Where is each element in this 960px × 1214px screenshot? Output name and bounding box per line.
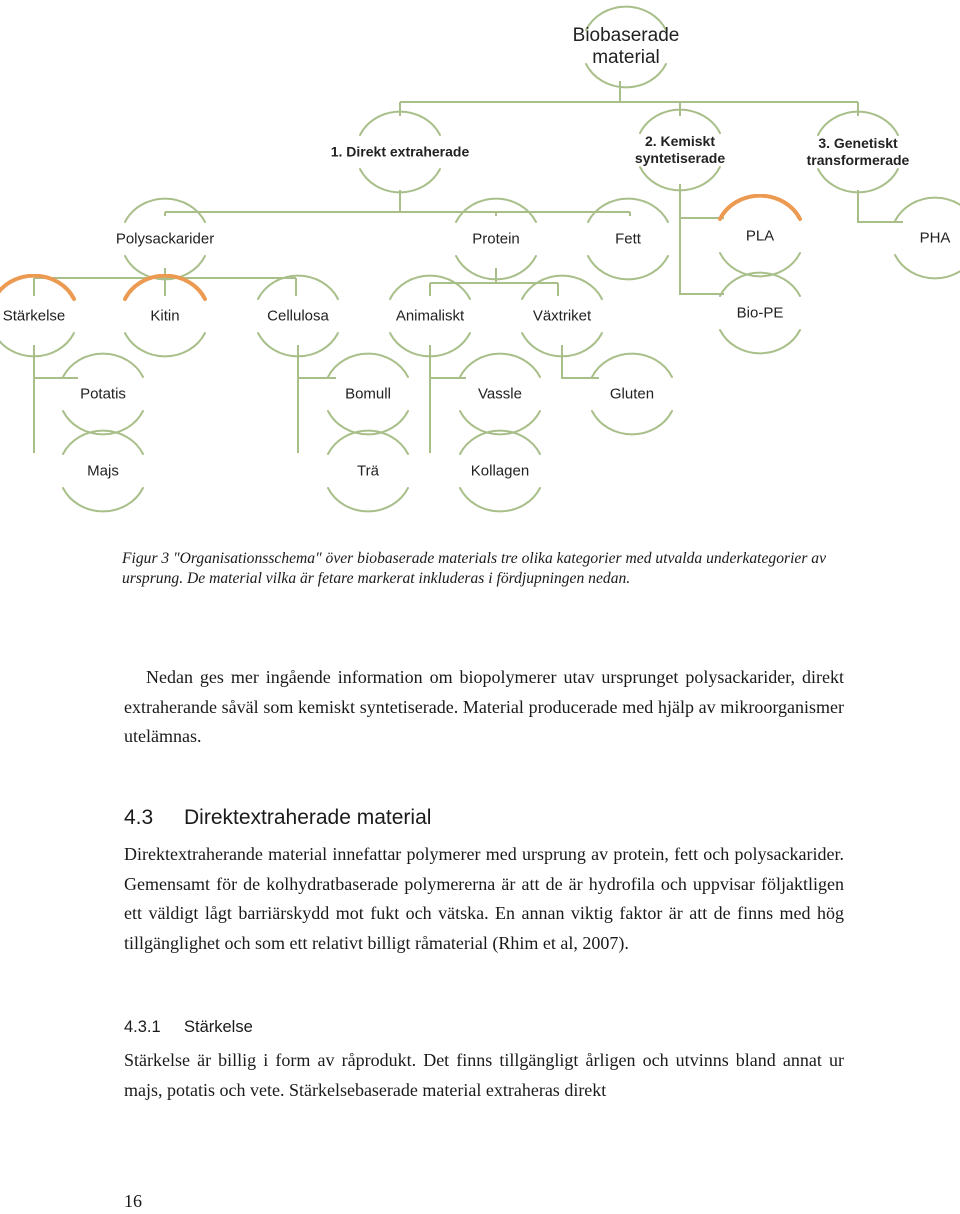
node-root [562, 5, 690, 89]
node-label: PLA [745, 227, 775, 245]
node-cellulosa [234, 274, 362, 358]
node-label: Kitin [150, 307, 180, 325]
section-number: 4.3 [124, 806, 154, 829]
node-label: 1. Direkt extraherade [330, 143, 470, 160]
node-polysackarider [101, 197, 229, 281]
node-gluten [568, 352, 696, 436]
node-tra [304, 429, 432, 513]
node-label: Vassle [478, 385, 522, 403]
node-label: Fett [615, 230, 641, 248]
intro-paragraph: Nedan ges mer ingående information om biopolymerer utav ursprunget polysackarider, direkt extraherande såväl som kemiskt syntetiserade. Material producerade med hjälp av mikroorganismer utelämnas. [124, 667, 844, 747]
node-kollagen [436, 429, 564, 513]
subsection-number: 4.3.1 [124, 1018, 161, 1036]
node-label: 2. Kemiskt syntetiserade [634, 133, 726, 166]
node-animaliskt [366, 274, 494, 358]
node-vassle [436, 352, 564, 436]
node-label: Cellulosa [267, 307, 329, 325]
section-body: Direktextraherande material innefattar polymerer med ursprung av protein, fett och polysackarider. Gemensamt för de kolhydratbaserade polymererna är att de är hydrofila och uppvisar följaktligen ett väldigt lågt barriärskydd mot fukt och vätska. En annan viktig faktor är att de finns med hög tillgänglighet och som ett relativt billigt råmaterial (Rhim et al, 2007). [124, 844, 844, 954]
node-label: Polysackarider [115, 230, 215, 248]
node-label: Kollagen [470, 462, 530, 480]
section-heading [124, 806, 431, 830]
node-potatis [39, 352, 167, 436]
node-label: Växtriket [532, 307, 592, 325]
subsection-heading [124, 1018, 253, 1037]
node-label: Animaliskt [395, 307, 465, 325]
node-label: PHA [919, 229, 951, 247]
organisation-chart [0, 0, 960, 530]
node-label: Stärkelse [2, 307, 66, 325]
node-label: Protein [472, 230, 520, 248]
node-vaxtriket [498, 274, 626, 358]
node-starkelse [0, 274, 98, 358]
figure-caption: Figur 3 "Organisationsschema" över biobaserade materials tre olika kategorier med utvalda underkategorier av ursprung. De material vilka är fetare markerat inkluderas i fördjupningen nedan. [122, 550, 827, 587]
section-title: Direktextraherade material [184, 806, 432, 829]
node-pla [696, 194, 824, 278]
node-label: Bio-PE [736, 304, 784, 322]
node-label: Potatis [80, 385, 126, 403]
node-kemiskt-syntetiserade [616, 108, 744, 192]
node-fett [564, 197, 692, 281]
node-genetiskt-transformerade [794, 110, 922, 194]
node-label: Gluten [609, 385, 655, 403]
node-protein [432, 197, 560, 281]
node-bomull [304, 352, 432, 436]
node-label: Trä [357, 462, 379, 480]
node-label: Majs [87, 462, 119, 480]
subsection-body: Stärkelse är billig i form av råprodukt. Det finns tillgängligt årligen och utvinns bland annat ur majs, potatis och vete. Stärkelsebaserade material extraheras direkt [124, 1050, 844, 1100]
subsection-title: Stärkelse [184, 1018, 253, 1036]
node-pha [871, 196, 960, 280]
node-kitin [101, 274, 229, 358]
node-label: Bomull [345, 385, 391, 403]
node-label: 3. Genetiskt transformerade [806, 135, 910, 168]
node-majs [39, 429, 167, 513]
node-direkt-extraherade [330, 110, 470, 194]
page-number: 16 [124, 1191, 142, 1211]
node-label: Biobaserade material [572, 25, 680, 68]
node-bio-pe [696, 271, 824, 355]
